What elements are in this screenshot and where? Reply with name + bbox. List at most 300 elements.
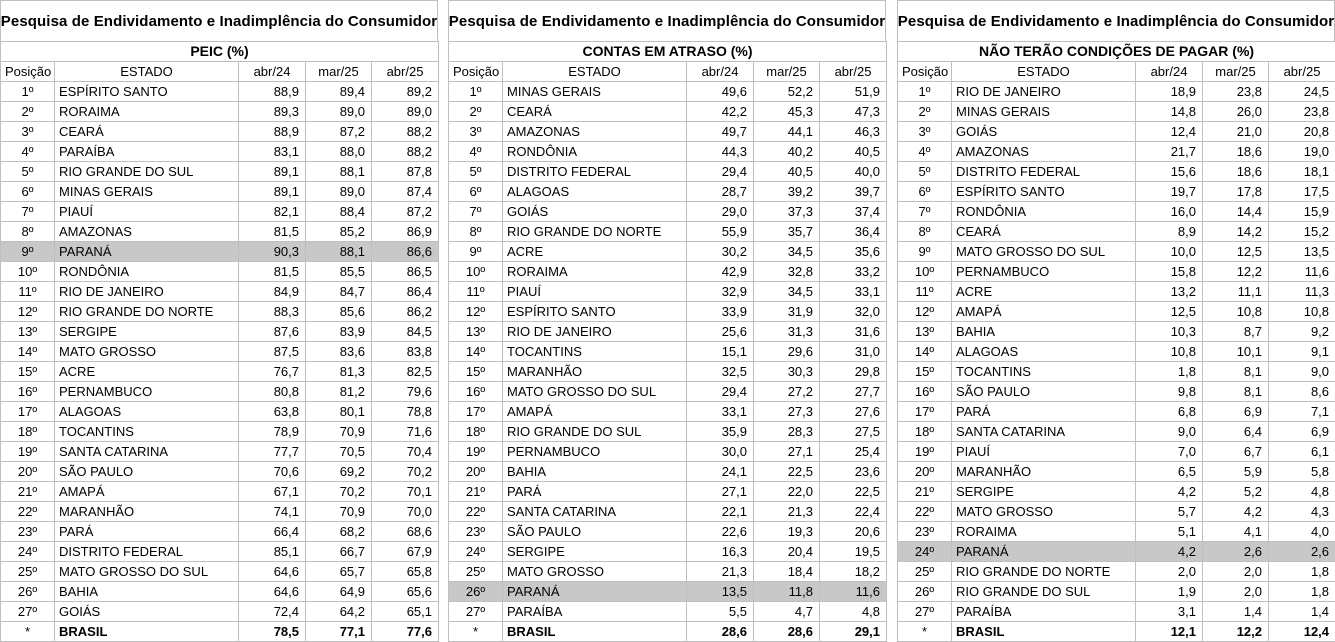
col-header-position: Posição: [449, 62, 503, 82]
cell-state: MARANHÃO: [503, 362, 687, 382]
cell-position: 25º: [1, 562, 55, 582]
cell-position: 20º: [898, 462, 952, 482]
cell-state: TOCANTINS: [952, 362, 1136, 382]
cell-abr25: 86,5: [372, 262, 439, 282]
cell-abr25: 8,6: [1269, 382, 1335, 402]
cell-abr25: 29,1: [820, 622, 887, 642]
subtitle-row: [449, 42, 887, 62]
table-row: [449, 522, 887, 542]
cell-abr24: 13,2: [1136, 282, 1203, 302]
cell-abr25: 1,8: [1269, 562, 1335, 582]
cell-abr25: 7,1: [1269, 402, 1335, 422]
table-row: [449, 502, 887, 522]
cell-mar25: 26,0: [1203, 102, 1269, 122]
cell-mar25: 2,0: [1203, 582, 1269, 602]
cell-abr25: 82,5: [372, 362, 439, 382]
table-row: [1, 242, 439, 262]
cell-state: RIO GRANDE DO NORTE: [503, 222, 687, 242]
cell-position: 8º: [449, 222, 503, 242]
cell-position: 6º: [1, 182, 55, 202]
cell-mar25: 70,9: [306, 422, 372, 442]
cell-state: SANTA CATARINA: [503, 502, 687, 522]
cell-abr24: 78,9: [239, 422, 306, 442]
table-subtitle: NÃO TERÃO CONDIÇÕES DE PAGAR (%): [898, 42, 1335, 62]
cell-position: 6º: [449, 182, 503, 202]
cell-state: RIO DE JANEIRO: [55, 282, 239, 302]
cell-state: AMAZONAS: [952, 142, 1136, 162]
cell-abr24: 27,1: [687, 482, 754, 502]
cell-position: 19º: [1, 442, 55, 462]
cell-mar25: 66,7: [306, 542, 372, 562]
cell-abr24: 28,7: [687, 182, 754, 202]
cell-abr25: 20,8: [1269, 122, 1335, 142]
cell-mar25: 52,2: [754, 82, 820, 102]
cell-mar25: 23,8: [1203, 82, 1269, 102]
cell-abr24: 2,0: [1136, 562, 1203, 582]
cell-abr25: 4,0: [1269, 522, 1335, 542]
cell-position: 5º: [898, 162, 952, 182]
table-peic: [0, 41, 439, 642]
table-row: [449, 382, 887, 402]
cell-abr25: 87,2: [372, 202, 439, 222]
col-header-abr25: abr/25: [372, 62, 439, 82]
cell-position: 11º: [449, 282, 503, 302]
table-row: [1, 342, 439, 362]
table-row: [898, 462, 1335, 482]
col-header-abr24: abr/24: [239, 62, 306, 82]
cell-state: PARÁ: [55, 522, 239, 542]
cell-state: CEARÁ: [503, 102, 687, 122]
cell-position: 2º: [898, 102, 952, 122]
cell-abr24: 3,1: [1136, 602, 1203, 622]
table-row: [1, 282, 439, 302]
cell-abr24: 18,9: [1136, 82, 1203, 102]
table-row: [449, 122, 887, 142]
cell-abr25: 11,3: [1269, 282, 1335, 302]
cell-state: AMAZONAS: [55, 222, 239, 242]
cell-abr24: 24,1: [687, 462, 754, 482]
cell-abr24: 89,3: [239, 102, 306, 122]
cell-position: 10º: [449, 262, 503, 282]
cell-position: 1º: [449, 82, 503, 102]
cell-state: AMAPÁ: [503, 402, 687, 422]
cell-abr25: 40,5: [820, 142, 887, 162]
table-row: [1, 422, 439, 442]
cell-abr24: 64,6: [239, 562, 306, 582]
table-row: [898, 482, 1335, 502]
cell-position: 23º: [898, 522, 952, 542]
cell-abr25: 6,1: [1269, 442, 1335, 462]
cell-abr25: 19,5: [820, 542, 887, 562]
cell-state: PARAÍBA: [503, 602, 687, 622]
cell-abr25: 89,0: [372, 102, 439, 122]
table-row: [898, 282, 1335, 302]
cell-position: 9º: [898, 242, 952, 262]
table-row: [1, 462, 439, 482]
cell-abr24: 9,8: [1136, 382, 1203, 402]
cell-position: 27º: [1, 602, 55, 622]
cell-abr24: 13,5: [687, 582, 754, 602]
cell-abr24: 9,0: [1136, 422, 1203, 442]
table-row: [1, 602, 439, 622]
cell-state: AMAZONAS: [503, 122, 687, 142]
cell-mar25: 89,4: [306, 82, 372, 102]
table-row: [449, 162, 887, 182]
cell-mar25: 77,1: [306, 622, 372, 642]
cell-position: 2º: [449, 102, 503, 122]
table-row: [898, 542, 1335, 562]
table-row: [898, 242, 1335, 262]
cell-abr24: 89,1: [239, 162, 306, 182]
table-row: [898, 582, 1335, 602]
cell-abr24: 12,1: [1136, 622, 1203, 642]
cell-abr25: 5,8: [1269, 462, 1335, 482]
table-row: [449, 562, 887, 582]
cell-position: 5º: [1, 162, 55, 182]
cell-position: 10º: [898, 262, 952, 282]
cell-mar25: 37,3: [754, 202, 820, 222]
table-row: [449, 242, 887, 262]
cell-abr25: 71,6: [372, 422, 439, 442]
cell-abr25: 19,0: [1269, 142, 1335, 162]
cell-mar25: 70,9: [306, 502, 372, 522]
cell-state: PARAÍBA: [55, 142, 239, 162]
cell-position: 1º: [1, 82, 55, 102]
cell-state: MARANHÃO: [55, 502, 239, 522]
cell-abr24: 66,4: [239, 522, 306, 542]
cell-state: GOIÁS: [55, 602, 239, 622]
cell-state: AMAPÁ: [952, 302, 1136, 322]
table-row: [449, 282, 887, 302]
cell-abr25: 86,4: [372, 282, 439, 302]
table-row: [449, 402, 887, 422]
cell-abr24: 81,5: [239, 262, 306, 282]
cell-state: ALAGOAS: [503, 182, 687, 202]
cell-position: 15º: [1, 362, 55, 382]
cell-state: BRASIL: [55, 622, 239, 642]
cell-abr24: 10,0: [1136, 242, 1203, 262]
cell-abr24: 4,2: [1136, 482, 1203, 502]
table-row: [449, 422, 887, 442]
cell-abr24: 10,3: [1136, 322, 1203, 342]
total-row: [898, 622, 1335, 642]
cell-abr24: 76,7: [239, 362, 306, 382]
cell-abr24: 55,9: [687, 222, 754, 242]
cell-state: PIAUÍ: [503, 282, 687, 302]
cell-state: PARANÁ: [952, 542, 1136, 562]
col-header-position: Posição: [1, 62, 55, 82]
cell-abr24: 88,9: [239, 82, 306, 102]
cell-position: 7º: [449, 202, 503, 222]
table-row: [449, 442, 887, 462]
cell-state: RONDÔNIA: [503, 142, 687, 162]
cell-position: 27º: [898, 602, 952, 622]
cell-abr24: 32,9: [687, 282, 754, 302]
cell-mar25: 31,9: [754, 302, 820, 322]
cell-position: 21º: [898, 482, 952, 502]
cell-state: MATO GROSSO: [952, 502, 1136, 522]
cell-state: SERGIPE: [952, 482, 1136, 502]
cell-abr25: 1,4: [1269, 602, 1335, 622]
cell-abr25: 15,2: [1269, 222, 1335, 242]
cell-position: *: [1, 622, 55, 642]
table-row: [449, 362, 887, 382]
cell-position: 21º: [449, 482, 503, 502]
header-row: [898, 62, 1335, 82]
cell-abr25: 51,9: [820, 82, 887, 102]
cell-state: PARÁ: [952, 402, 1136, 422]
cell-abr25: 2,6: [1269, 542, 1335, 562]
cell-state: SÃO PAULO: [55, 462, 239, 482]
cell-position: 9º: [449, 242, 503, 262]
cell-position: 24º: [1, 542, 55, 562]
cell-position: *: [449, 622, 503, 642]
cell-abr25: 35,6: [820, 242, 887, 262]
table-nao-terao-condicoes: [897, 41, 1335, 642]
cell-position: 17º: [1, 402, 55, 422]
table-row: [449, 262, 887, 282]
cell-state: PERNAMBUCO: [55, 382, 239, 402]
cell-abr24: 12,4: [1136, 122, 1203, 142]
subtitle-row: [898, 42, 1335, 62]
cell-abr24: 49,7: [687, 122, 754, 142]
cell-position: 24º: [898, 542, 952, 562]
table-row: [898, 262, 1335, 282]
cell-abr25: 65,6: [372, 582, 439, 602]
cell-state: PARÁ: [503, 482, 687, 502]
cell-position: 16º: [1, 382, 55, 402]
table-row: [1, 122, 439, 142]
cell-abr25: 70,1: [372, 482, 439, 502]
cell-mar25: 27,2: [754, 382, 820, 402]
cell-mar25: 22,0: [754, 482, 820, 502]
cell-mar25: 1,4: [1203, 602, 1269, 622]
cell-position: 13º: [898, 322, 952, 342]
cell-mar25: 11,1: [1203, 282, 1269, 302]
cell-position: 15º: [898, 362, 952, 382]
cell-state: MINAS GERAIS: [503, 82, 687, 102]
cell-abr24: 5,7: [1136, 502, 1203, 522]
cell-abr25: 83,8: [372, 342, 439, 362]
cell-abr24: 19,7: [1136, 182, 1203, 202]
cell-abr24: 30,0: [687, 442, 754, 462]
cell-position: 23º: [1, 522, 55, 542]
table-row: [449, 322, 887, 342]
cell-position: 21º: [1, 482, 55, 502]
col-header-abr24: abr/24: [687, 62, 754, 82]
cell-mar25: 39,2: [754, 182, 820, 202]
subtitle-row: [1, 42, 439, 62]
cell-abr25: 79,6: [372, 382, 439, 402]
cell-abr24: 44,3: [687, 142, 754, 162]
cell-state: MARANHÃO: [952, 462, 1136, 482]
cell-state: ACRE: [952, 282, 1136, 302]
cell-abr24: 74,1: [239, 502, 306, 522]
cell-state: PERNAMBUCO: [952, 262, 1136, 282]
cell-abr24: 29,4: [687, 162, 754, 182]
cell-abr25: 18,2: [820, 562, 887, 582]
cell-abr24: 42,2: [687, 102, 754, 122]
cell-abr24: 21,3: [687, 562, 754, 582]
cell-position: 17º: [898, 402, 952, 422]
cell-abr24: 1,8: [1136, 362, 1203, 382]
panel-title: Pesquisa de Endividamento e Inadimplência do Consumidor: [448, 0, 886, 41]
col-header-mar25: mar/25: [306, 62, 372, 82]
cell-state: BAHIA: [503, 462, 687, 482]
cell-position: 20º: [449, 462, 503, 482]
cell-mar25: 27,3: [754, 402, 820, 422]
header-row: [449, 62, 887, 82]
cell-abr25: 1,8: [1269, 582, 1335, 602]
cell-state: CEARÁ: [55, 122, 239, 142]
table-row: [1, 202, 439, 222]
cell-mar25: 12,2: [1203, 262, 1269, 282]
cell-state: PIAUÍ: [55, 202, 239, 222]
cell-state: MATO GROSSO: [503, 562, 687, 582]
cell-abr25: 87,8: [372, 162, 439, 182]
cell-position: 1º: [898, 82, 952, 102]
cell-abr25: 32,0: [820, 302, 887, 322]
cell-state: RORAIMA: [952, 522, 1136, 542]
cell-position: 15º: [449, 362, 503, 382]
table-row: [1, 82, 439, 102]
cell-abr24: 67,1: [239, 482, 306, 502]
cell-abr25: 31,6: [820, 322, 887, 342]
cell-mar25: 81,2: [306, 382, 372, 402]
table-row: [449, 82, 887, 102]
cell-abr25: 15,9: [1269, 202, 1335, 222]
table-subtitle: PEIC (%): [1, 42, 439, 62]
cell-abr25: 25,4: [820, 442, 887, 462]
cell-mar25: 18,6: [1203, 162, 1269, 182]
cell-position: 5º: [449, 162, 503, 182]
cell-position: 25º: [898, 562, 952, 582]
cell-state: GOIÁS: [952, 122, 1136, 142]
cell-mar25: 8,7: [1203, 322, 1269, 342]
cell-position: 22º: [449, 502, 503, 522]
col-header-state: ESTADO: [503, 62, 687, 82]
cell-abr25: 4,8: [1269, 482, 1335, 502]
cell-mar25: 87,2: [306, 122, 372, 142]
cell-mar25: 6,9: [1203, 402, 1269, 422]
cell-state: SÃO PAULO: [503, 522, 687, 542]
cell-abr25: 10,8: [1269, 302, 1335, 322]
cell-state: ESPÍRITO SANTO: [55, 82, 239, 102]
cell-abr25: 22,5: [820, 482, 887, 502]
cell-abr24: 87,6: [239, 322, 306, 342]
cell-position: 16º: [898, 382, 952, 402]
col-header-abr25: abr/25: [1269, 62, 1335, 82]
cell-state: PIAUÍ: [952, 442, 1136, 462]
table-row: [1, 302, 439, 322]
cell-mar25: 22,5: [754, 462, 820, 482]
cell-state: MATO GROSSO DO SUL: [55, 562, 239, 582]
cell-abr24: 4,2: [1136, 542, 1203, 562]
cell-position: 8º: [898, 222, 952, 242]
cell-abr24: 64,6: [239, 582, 306, 602]
cell-abr24: 33,9: [687, 302, 754, 322]
cell-abr25: 33,1: [820, 282, 887, 302]
cell-state: PARANÁ: [503, 582, 687, 602]
table-row: [898, 402, 1335, 422]
table-row: [1, 162, 439, 182]
cell-position: 13º: [1, 322, 55, 342]
cell-abr24: 15,6: [1136, 162, 1203, 182]
cell-abr25: 18,1: [1269, 162, 1335, 182]
cell-position: 22º: [898, 502, 952, 522]
cell-position: 23º: [449, 522, 503, 542]
cell-position: 27º: [449, 602, 503, 622]
cell-mar25: 34,5: [754, 242, 820, 262]
cell-mar25: 2,6: [1203, 542, 1269, 562]
table-row: [1, 502, 439, 522]
cell-mar25: 88,4: [306, 202, 372, 222]
cell-state: MINAS GERAIS: [55, 182, 239, 202]
cell-mar25: 4,7: [754, 602, 820, 622]
col-header-state: ESTADO: [952, 62, 1136, 82]
total-row: [1, 622, 439, 642]
cell-abr25: 9,2: [1269, 322, 1335, 342]
cell-abr24: 33,1: [687, 402, 754, 422]
cell-state: SANTA CATARINA: [55, 442, 239, 462]
cell-mar25: 6,4: [1203, 422, 1269, 442]
cell-abr24: 15,8: [1136, 262, 1203, 282]
cell-abr25: 23,8: [1269, 102, 1335, 122]
cell-mar25: 83,6: [306, 342, 372, 362]
cell-mar25: 28,3: [754, 422, 820, 442]
table-row: [898, 362, 1335, 382]
table-row: [898, 522, 1335, 542]
cell-abr24: 88,9: [239, 122, 306, 142]
cell-state: RIO GRANDE DO NORTE: [55, 302, 239, 322]
cell-position: 25º: [449, 562, 503, 582]
cell-mar25: 8,1: [1203, 382, 1269, 402]
cell-mar25: 89,0: [306, 182, 372, 202]
table-row: [898, 342, 1335, 362]
cell-mar25: 6,7: [1203, 442, 1269, 462]
cell-abr25: 78,8: [372, 402, 439, 422]
cell-abr25: 20,6: [820, 522, 887, 542]
cell-abr25: 31,0: [820, 342, 887, 362]
cell-mar25: 80,1: [306, 402, 372, 422]
cell-abr24: 7,0: [1136, 442, 1203, 462]
cell-position: 3º: [449, 122, 503, 142]
table-row: [1, 362, 439, 382]
table-row: [1, 582, 439, 602]
cell-state: TOCANTINS: [55, 422, 239, 442]
cell-state: PERNAMBUCO: [503, 442, 687, 462]
cell-state: RIO GRANDE DO SUL: [952, 582, 1136, 602]
cell-mar25: 4,2: [1203, 502, 1269, 522]
cell-mar25: 8,1: [1203, 362, 1269, 382]
cell-mar25: 85,5: [306, 262, 372, 282]
cell-state: PARANÁ: [55, 242, 239, 262]
cell-mar25: 40,2: [754, 142, 820, 162]
table-row: [898, 502, 1335, 522]
table-row: [898, 182, 1335, 202]
cell-abr25: 47,3: [820, 102, 887, 122]
cell-position: 26º: [1, 582, 55, 602]
cell-abr24: 88,3: [239, 302, 306, 322]
cell-mar25: 2,0: [1203, 562, 1269, 582]
table-row: [898, 322, 1335, 342]
cell-abr25: 89,2: [372, 82, 439, 102]
cell-abr25: 37,4: [820, 202, 887, 222]
cell-position: 22º: [1, 502, 55, 522]
cell-position: 14º: [898, 342, 952, 362]
cell-abr24: 70,6: [239, 462, 306, 482]
cell-position: 12º: [449, 302, 503, 322]
